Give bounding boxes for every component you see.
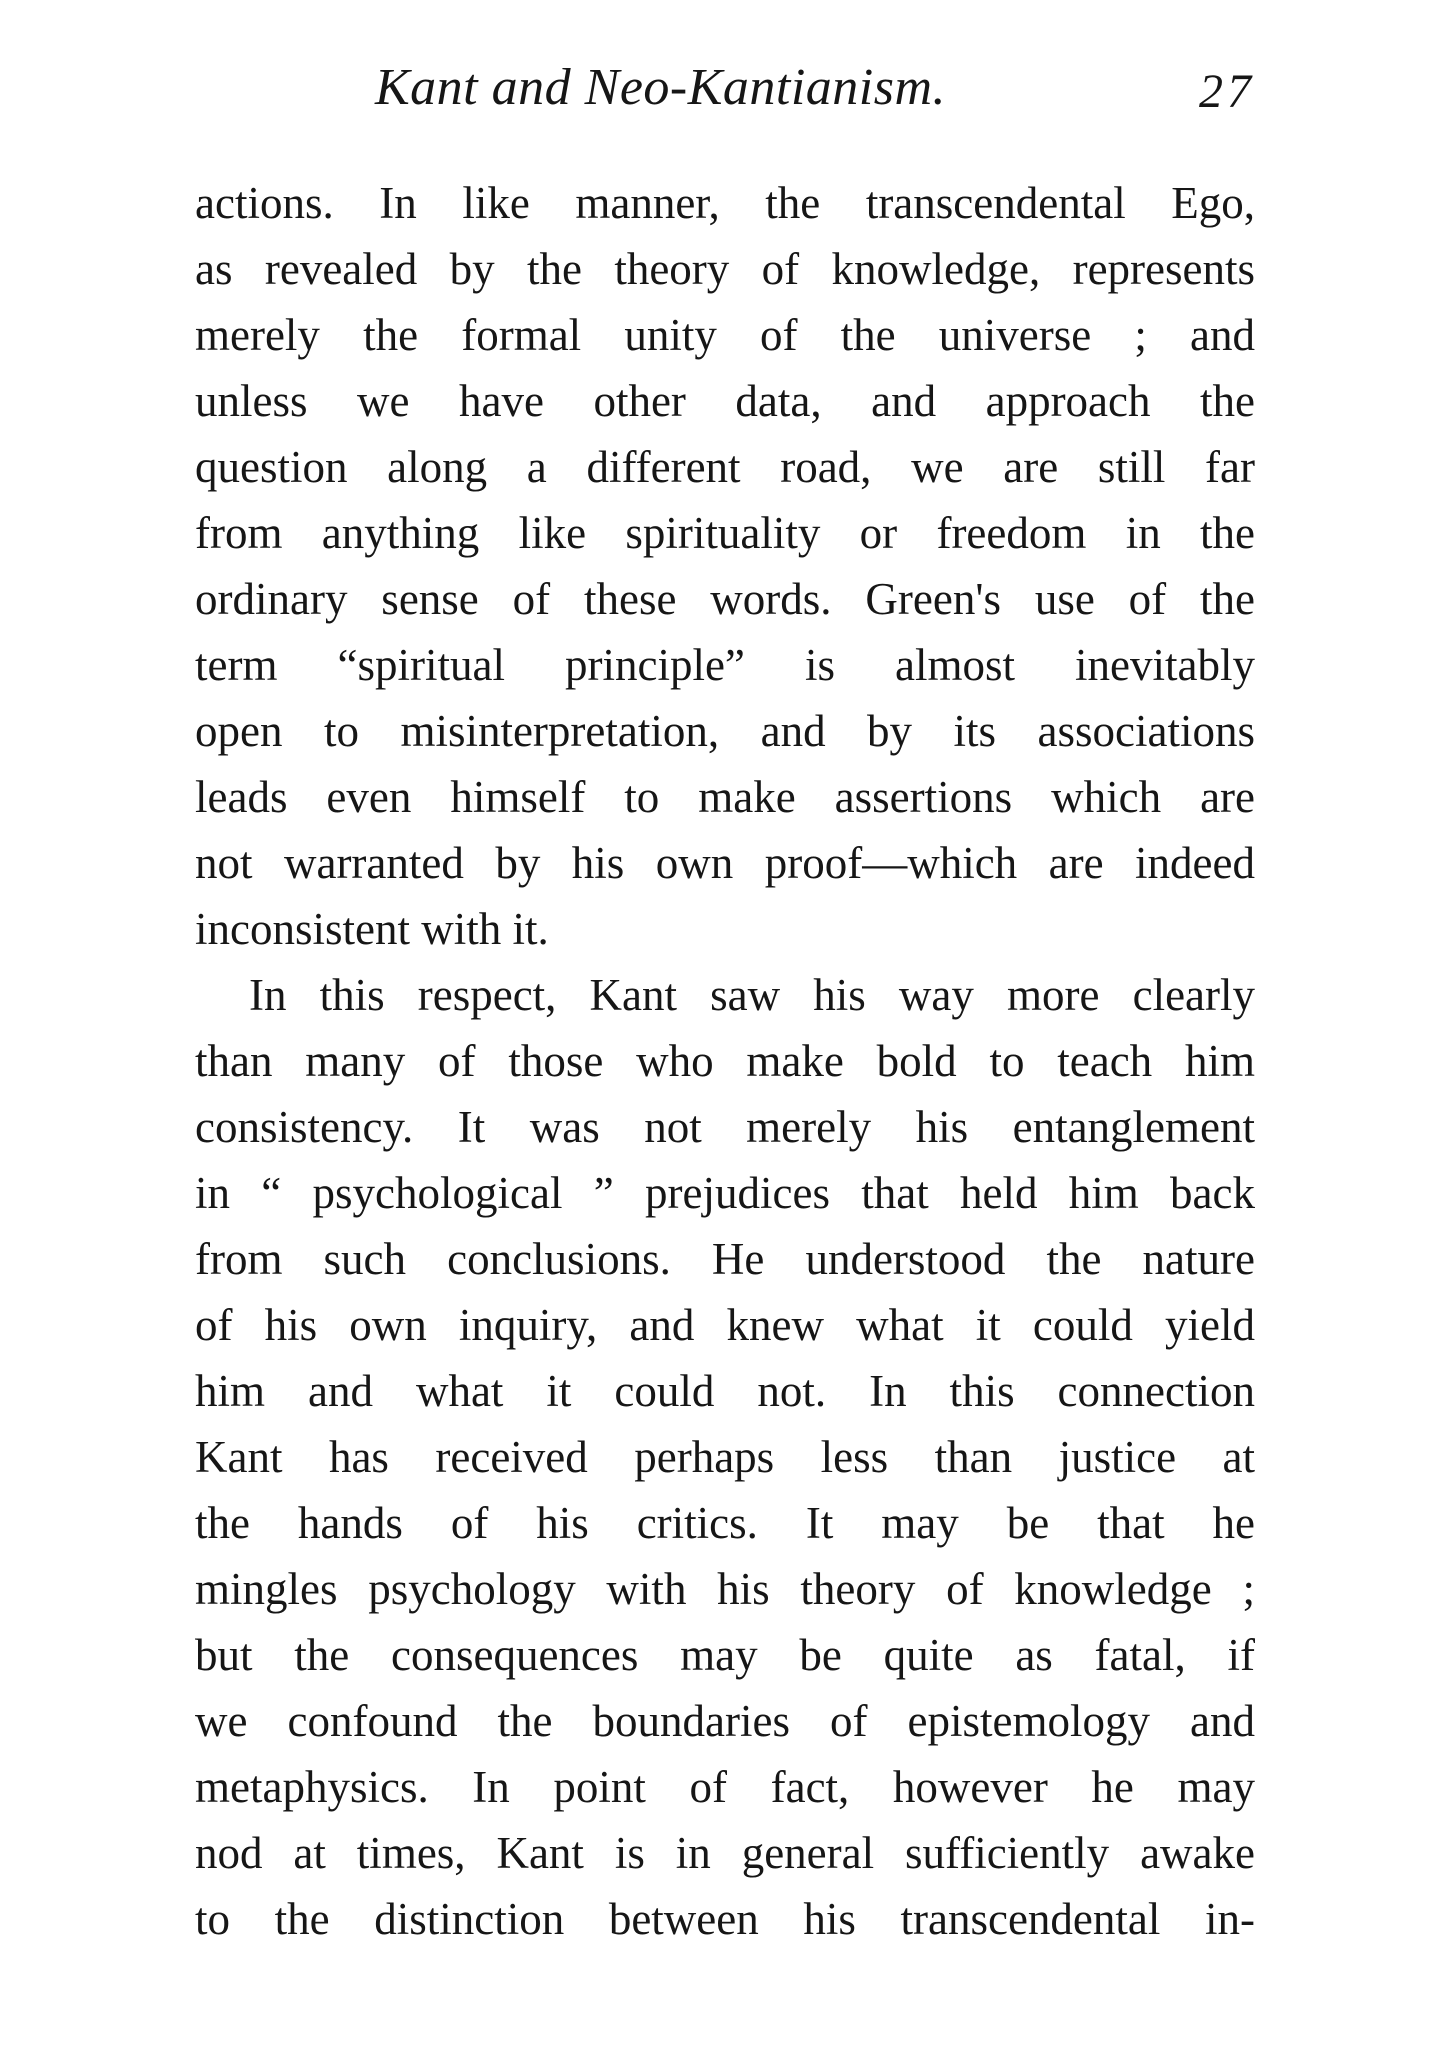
text-line: In this respect, Kant saw his way more clearly [249, 970, 1255, 1020]
text-line: the hands of his critics. It may be that he [195, 1498, 1255, 1548]
text-line: merely the formal unity of the universe ; and [195, 310, 1255, 360]
running-head [195, 58, 1255, 128]
text-line: not warranted by his own proof—which are indeed [195, 838, 1255, 888]
text-line: than many of those who make bold to teach him [195, 1036, 1255, 1086]
page-number: 27 [1199, 65, 1255, 118]
text-line: question along a different road, we are still far [195, 442, 1255, 492]
text-line: from anything like spirituality or freedom in the [195, 508, 1255, 558]
text-line: actions. In like manner, the transcendental Ego, [195, 178, 1255, 228]
text-line: from such conclusions. He understood the nature [195, 1234, 1255, 1284]
text-line: leads even himself to make assertions which are [195, 772, 1255, 822]
paragraph-2 [195, 962, 1255, 1952]
body-text [195, 170, 1255, 1952]
text-line: nod at times, Kant is in general sufficiently awake [195, 1828, 1255, 1878]
running-title: Kant and Neo-Kantianism. [375, 59, 947, 116]
text-line: him and what it could not. In this connection [195, 1366, 1255, 1416]
text-line: Kant has received perhaps less than justice at [195, 1432, 1255, 1482]
paragraph-1 [195, 170, 1255, 962]
text-line: but the consequences may be quite as fatal, if [195, 1630, 1255, 1680]
text-line: open to misinterpretation, and by its associations [195, 706, 1255, 756]
text-line: we confound the boundaries of epistemology and [195, 1696, 1255, 1746]
text-line: to the distinction between his transcendental in- [195, 1894, 1255, 1944]
text-line: unless we have other data, and approach the [195, 376, 1255, 426]
text-line: metaphysics. In point of fact, however he may [195, 1762, 1255, 1812]
text-line: of his own inquiry, and knew what it could yield [195, 1300, 1255, 1350]
text-line: inconsistent with it. [195, 904, 549, 954]
text-line: as revealed by the theory of knowledge, represents [195, 244, 1255, 294]
text-line: consistency. It was not merely his entanglement [195, 1102, 1255, 1152]
text-line: in “ psychological ” prejudices that held him back [195, 1168, 1255, 1218]
text-line: term “spiritual principle” is almost inevitably [195, 640, 1255, 690]
text-line: mingles psychology with his theory of knowledge ; [195, 1564, 1255, 1614]
text-line: ordinary sense of these words. Green's use of the [195, 574, 1255, 624]
